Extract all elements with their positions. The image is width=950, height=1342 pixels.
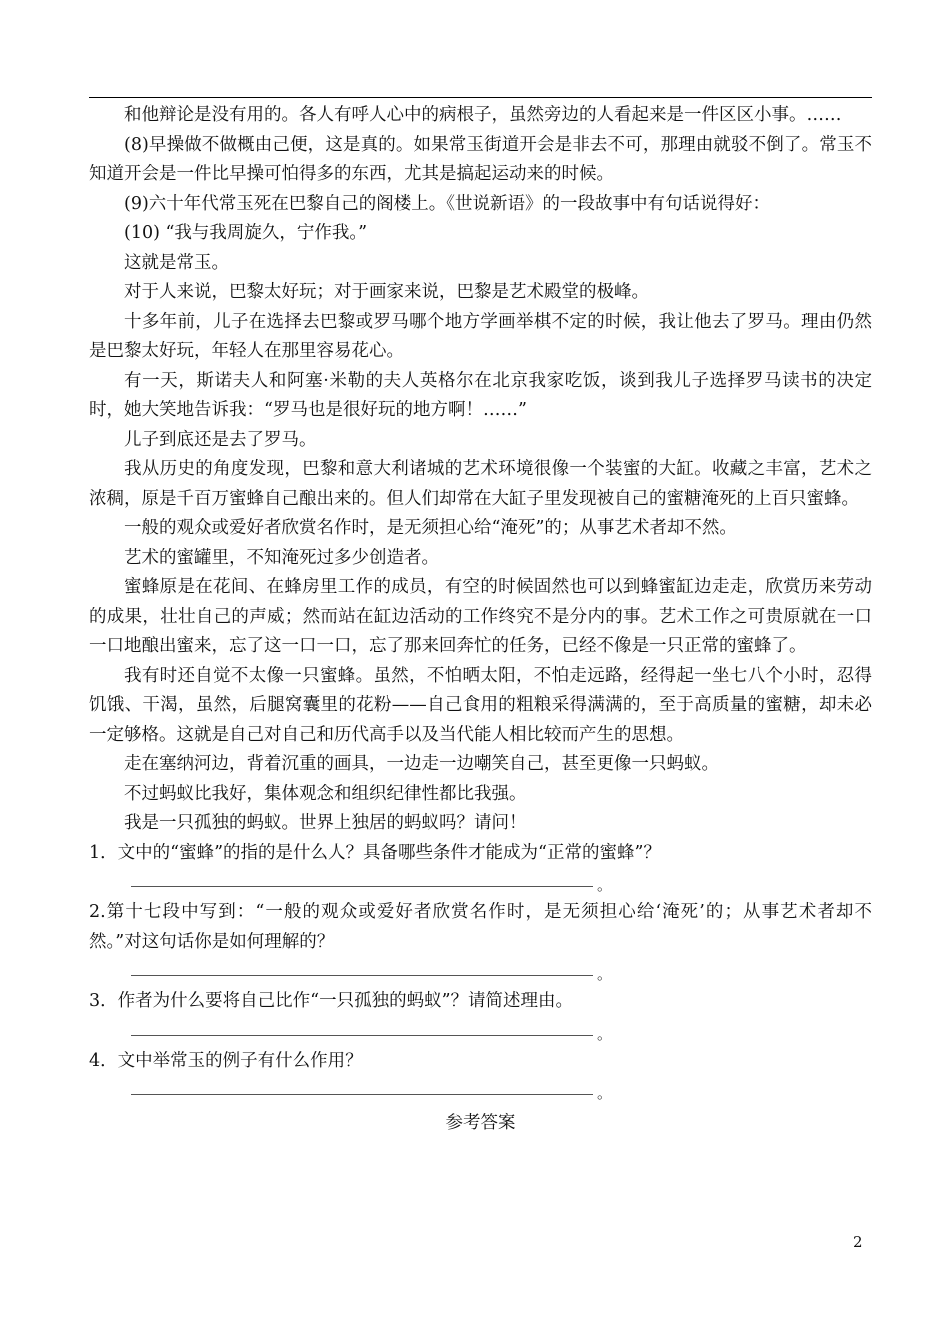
paragraph: 我是一只孤独的蚂蚁。世界上独居的蚂蚁吗？请问！ bbox=[124, 813, 527, 833]
answer-period: 。 bbox=[597, 876, 613, 894]
paragraph: (9)六十年代常玉死在巴黎自己的阁楼上。《世说新语》的一段故事中有句话说得好： bbox=[124, 193, 771, 214]
question: 2.第十七段中写到：“一般的观众或爱好者欣赏名作时，是无须担心给‘淹死’的；从事艺术者却不然。”对这句话你是如何理解的？ bbox=[89, 902, 872, 952]
paragraph: 和他辩论是没有用的。各人有呼人心中的病根子，虽然旁边的人看起来是一件区区小事。…… bbox=[124, 105, 842, 125]
question: 3．作者为什么要将自己比作“一只孤独的蚂蚁”？请简述理由。 bbox=[89, 991, 574, 1011]
answer-blank[interactable] bbox=[131, 957, 872, 987]
paragraph: 这就是常玉。 bbox=[124, 252, 229, 273]
passage bbox=[89, 101, 872, 839]
answer-title: 参考答案 bbox=[445, 1113, 516, 1133]
paragraph: 有一天，斯诺夫人和阿塞·米勒的夫人英格尔在北京我家吃饭，谈到我儿子选择罗马读书的决定时，她大笑地告诉我：“罗马也是很好玩的地方啊！……” bbox=[89, 370, 872, 420]
answer-period: 。 bbox=[597, 965, 613, 983]
paragraph: 艺术的蜜罐里，不知淹死过多少创造者。 bbox=[124, 547, 439, 568]
question-list bbox=[89, 839, 872, 1107]
answer-period: 。 bbox=[597, 1024, 613, 1043]
paragraph: 不过蚂蚁比我好，集体观念和组织纪律性都比我强。 bbox=[124, 783, 527, 804]
paragraph: 对于人来说，巴黎太好玩；对于画家来说，巴黎是艺术殿堂的极峰。 bbox=[124, 282, 649, 302]
answer-blank[interactable] bbox=[131, 1076, 872, 1106]
answer-period: 。 bbox=[597, 1084, 613, 1102]
paragraph: 我有时还自觉不太像一只蜜蜂。虽然，不怕晒太阳，不怕走远路，经得起一坐七八个小时，忍得饥饿、干渴，虽然，后腿窝囊里的花粉——自己食用的粗粮采得满满的，至于高质量的蜜糖，却未必一定够格。这就是自己对自己和历代高手以及当代能人相比较而产生的思想。 bbox=[89, 665, 872, 745]
top-rule bbox=[89, 97, 872, 98]
paragraph: (10) “我与我周旋久，宁作我。” bbox=[124, 223, 368, 243]
answer-line bbox=[131, 975, 593, 976]
answer-line bbox=[131, 1035, 593, 1036]
paragraph: (8)早操做不做概由己便，这是真的。如果常玉街道开会是非去不可，那理由就驳不倒了。常玉不知道开会是一件比早操可怕得多的东西，尤其是搞起运动来的时候。 bbox=[89, 134, 872, 184]
paragraph: 一般的观众或爱好者欣赏名作时，是无须担心给“淹死”的；从事艺术者却不然。 bbox=[124, 518, 737, 538]
paragraph: 十多年前，儿子在选择去巴黎或罗马哪个地方学画举棋不定的时候，我让他去了罗马。理由仍然是巴黎太好玩，年轻人在那里容易花心。 bbox=[89, 311, 872, 361]
paragraph: 蜜蜂原是在花间、在蜂房里工作的成员，有空的时候固然也可以到蜂蜜缸边走走，欣赏历来劳动的成果，壮壮自己的声威；然而站在缸边活动的工作终究不是分内的事。艺术工作之可贵原就在一口一口地酿出蜜来，忘了这一口一口，忘了那来回奔忙的任务，已经不像是一只正常的蜜蜂了。 bbox=[89, 577, 872, 656]
paragraph: 儿子到底还是去了罗马。 bbox=[124, 429, 317, 450]
answer-line bbox=[131, 886, 593, 887]
question: 4．文中举常玉的例子有什么作用？ bbox=[89, 1050, 363, 1071]
page-number: 2 bbox=[853, 1233, 863, 1251]
paragraph: 走在塞纳河边，背着沉重的画具，一边走一边嘲笑自己，甚至更像一只蚂蚁。 bbox=[124, 754, 719, 774]
answer-line bbox=[131, 1094, 593, 1095]
answer-blank[interactable] bbox=[131, 1017, 872, 1047]
paragraph: 我从历史的角度发现，巴黎和意大利诸城的艺术环境很像一个装蜜的大缸。收藏之丰富，艺术之浓稠，原是千百万蜜蜂自己酿出来的。但人们却常在大缸子里发现被自己的蜜糖淹死的上百只蜜蜂。 bbox=[89, 459, 872, 509]
answer-blank[interactable] bbox=[131, 868, 872, 898]
document-body bbox=[89, 101, 872, 1138]
question: 1．文中的“蜜蜂”的指的是什么人？具备哪些条件才能成为“正常的蜜蜂”？ bbox=[89, 842, 661, 863]
